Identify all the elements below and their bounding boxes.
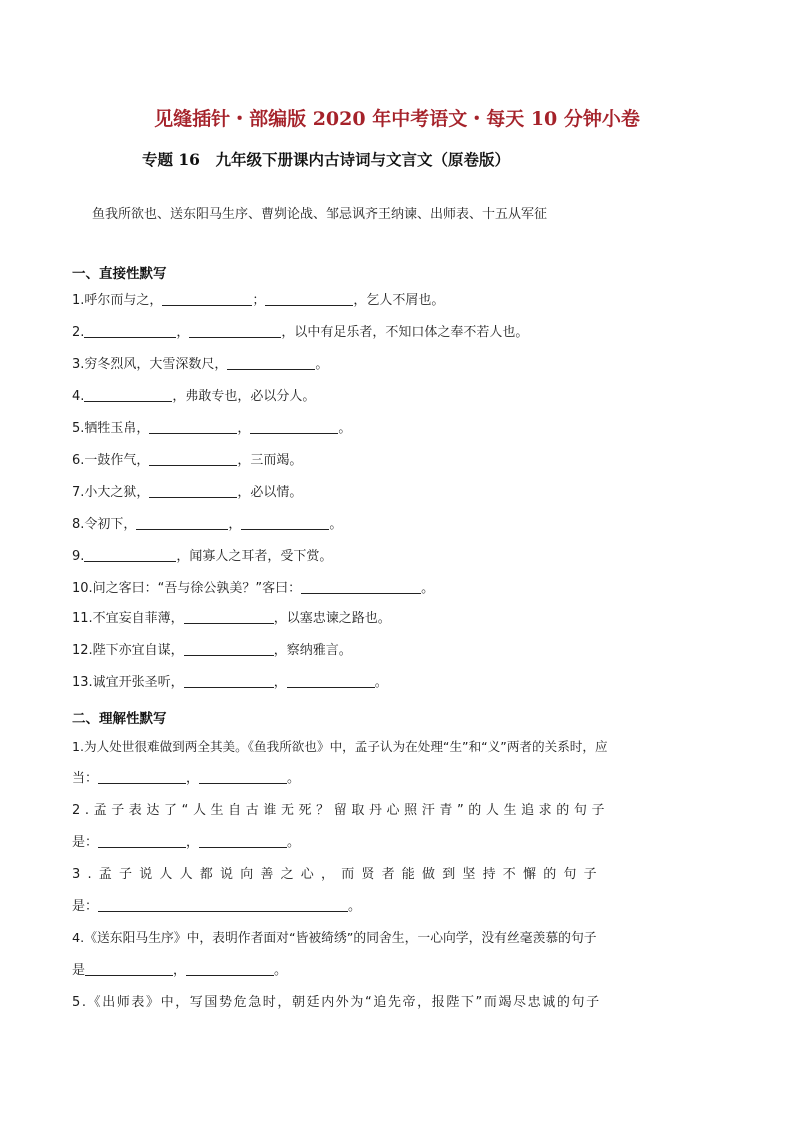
section-heading-direct: 一、直接性默写 [72,266,167,282]
question-text: 。 [315,357,329,372]
question-text: 。 [348,899,362,914]
answer-blank[interactable] [250,419,338,434]
question-1-10 [72,579,434,599]
question-1-12 [72,641,352,661]
answer-blank[interactable] [84,547,176,562]
answer-blank[interactable] [265,291,353,306]
question-text: 9. [72,549,85,564]
question-1-2 [72,323,528,343]
question-text: 10.问之客曰：“吾与徐公孰美？”客曰： [72,581,302,596]
question-2-5-line1: 5.《出师表》中，写国势危急时，朝廷内外为“追先帝，报陛下”而竭尽忠诚的句子 [72,995,601,1010]
question-text: 。 [374,675,388,690]
question-text: 5.牺牲玉帛， [72,421,150,436]
question-1-8 [72,515,342,535]
answer-blank[interactable] [84,323,176,338]
answer-blank[interactable] [186,961,274,976]
answer-blank[interactable] [84,387,172,402]
document-title: 见缝插针・部编版 2020 年中考语文・每天 10 分钟小卷 [154,108,640,130]
question-1-11 [72,609,391,629]
question-text: 13.诚宜开张圣听， [72,675,184,690]
question-text: 是 [72,963,86,978]
question-text: 。 [421,581,435,596]
question-text: ，弗敢专也，必以分人。 [172,389,316,404]
question-text: 。 [329,517,343,532]
question-1-1 [72,291,444,311]
question-1-6 [72,451,302,471]
question-text: ，以塞忠谏之路也。 [273,611,391,626]
answer-blank[interactable] [98,833,186,848]
question-text: 11.不宜妄自菲薄， [72,611,184,626]
question-2-3-line2 [72,897,361,917]
question-text: ， [176,325,190,340]
question-text: ，以中有足乐者，不知口体之奉不若人也。 [281,325,529,340]
question-text: 4. [72,389,85,404]
question-text: 。 [274,963,288,978]
question-text: 。 [338,421,352,436]
question-text: ， [237,421,251,436]
answer-blank[interactable] [184,641,274,656]
question-text: ，必以情。 [237,485,303,500]
question-text: ， [273,675,287,690]
question-text: ， [228,517,242,532]
question-2-1-line2 [72,769,300,789]
question-2-2-line2 [72,833,300,853]
answer-blank[interactable] [149,419,237,434]
question-2-2-line1: 2.孟子表达了“人生自古谁无死？留取丹心照汗青”的人生追求的句子 [72,803,610,818]
question-2-1-line1: 1.为人处世很难做到两全其美。《鱼我所欲也》中，孟子认为在处理“生”和“义”两者的关系时，应 [72,739,608,754]
answer-blank[interactable] [199,769,287,784]
question-1-3 [72,355,328,375]
question-1-4 [72,387,315,407]
answer-blank[interactable] [287,673,375,688]
question-text: 。 [287,835,301,850]
question-text: 8.令初下， [72,517,137,532]
question-text: ， [186,771,200,786]
document-subtitle: 专题 16 九年级下册课内古诗词与文言文（原卷版） [142,150,510,169]
answer-blank[interactable] [199,833,287,848]
answer-blank[interactable] [241,515,329,530]
answer-blank[interactable] [149,483,237,498]
question-text: 当： [72,771,99,786]
question-1-7 [72,483,302,503]
question-text: ， [173,963,187,978]
question-text: 2. [72,325,85,340]
question-text: ； [252,293,266,308]
answer-blank[interactable] [184,673,274,688]
section-heading-comprehension: 二、理解性默写 [72,711,167,727]
answer-blank[interactable] [149,451,237,466]
answer-blank[interactable] [85,961,173,976]
question-text: ，三而竭。 [237,453,303,468]
question-text: 。 [287,771,301,786]
answer-blank[interactable] [136,515,228,530]
question-text: 是： [72,899,99,914]
answer-blank[interactable] [162,291,252,306]
question-text: 3.穷冬烈风，大雪深数尺， [72,357,228,372]
question-2-3-line1: 3.孟子说人人都说向善之心，而贤者能做到坚持不懈的句子 [72,867,604,882]
question-text: 1.呼尔而与之， [72,293,163,308]
answer-blank[interactable] [227,355,315,370]
question-text: ，乞人不屑也。 [353,293,445,308]
question-text: ，闻寡人之耳者，受下赏。 [176,549,333,564]
question-2-4-line1: 4.《送东阳马生序》中，表明作者面对“皆被绮绣”的同舍生，一心向学，没有丝毫羡慕的句子 [72,931,597,946]
answer-blank[interactable] [189,323,281,338]
question-1-13 [72,673,388,693]
question-text: 12.陛下亦宜自谋， [72,643,184,658]
question-text: 6.一鼓作气， [72,453,150,468]
question-text: 是： [72,835,99,850]
answer-blank[interactable] [184,609,274,624]
topic-scope: 鱼我所欲也、送东阳马生序、曹刿论战、邹忌讽齐王纳谏、出师表、十五从军征 [92,207,548,222]
answer-blank[interactable] [301,579,421,594]
question-1-5 [72,419,351,439]
question-text: 7.小大之狱， [72,485,150,500]
answer-blank[interactable] [98,769,186,784]
question-1-9 [72,547,332,567]
answer-blank[interactable] [98,897,348,912]
question-text: ，察纳雅言。 [273,643,352,658]
question-text: ， [186,835,200,850]
question-2-4-line2 [72,961,287,981]
